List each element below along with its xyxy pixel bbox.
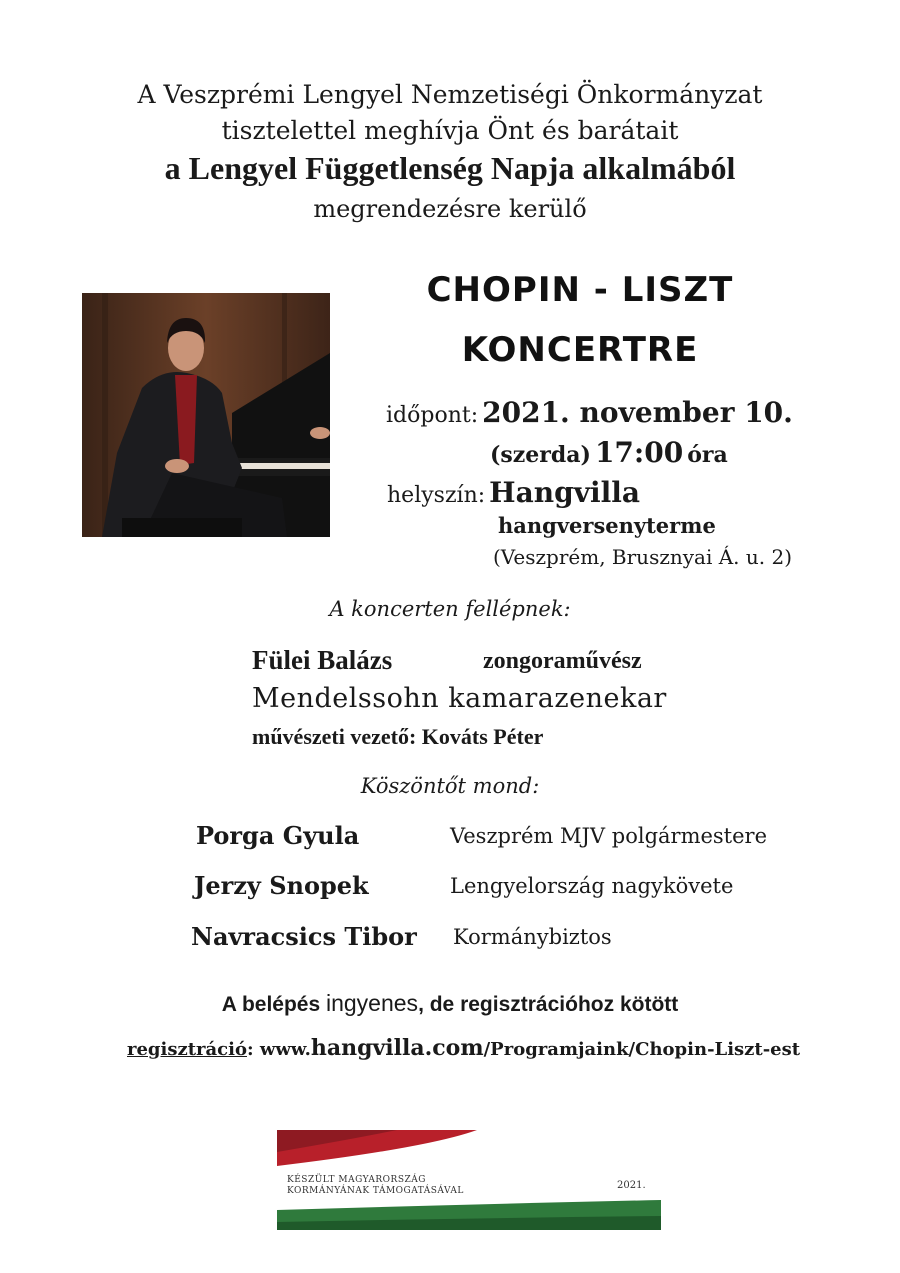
entry-free: ingyenes — [325, 990, 419, 1016]
speaker-role: Veszprém MJV polgármestere — [450, 824, 768, 848]
ensemble-name: Mendelssohn kamarazenekar — [252, 683, 667, 714]
registration-url-path[interactable]: /Programjaink/Chopin-Liszt-est — [483, 1039, 801, 1060]
performers-heading: A koncerten fellépnek: — [329, 597, 571, 621]
banner-caption — [287, 1175, 464, 1197]
pianist-role: zongoraművész — [483, 648, 642, 674]
speaker-name: Porga Gyula — [196, 821, 360, 850]
venue-name: Hangvilla — [489, 476, 641, 509]
speaker-role: Kormánybiztos — [453, 925, 612, 949]
pianist-photo — [82, 293, 330, 537]
event-day: (szerda) — [490, 442, 591, 468]
entry-part1: A belépés — [221, 993, 326, 1016]
speaker-name: Navracsics Tibor — [191, 922, 417, 951]
registration-url-domain[interactable]: hangvilla.com — [310, 1035, 484, 1061]
venue-sub: hangversenyterme — [498, 513, 716, 538]
intro-occasion: a Lengyel Függetlenség Napja alkalmából — [164, 150, 736, 186]
registration-line — [127, 1035, 800, 1061]
banner-line1: KÉSZÜLT MAGYARORSZÁG — [287, 1175, 426, 1185]
event-time-unit: óra — [687, 442, 728, 468]
banner-year: 2021. — [617, 1180, 646, 1191]
event-date: 2021. november 10. — [482, 396, 793, 429]
speaker-name: Jerzy Snopek — [194, 871, 369, 900]
registration-colon: : — [246, 1039, 260, 1060]
date-row — [386, 396, 793, 429]
entry-notice — [0, 990, 900, 1017]
intro-invitation: tisztelettel meghívja Önt és barátait — [221, 116, 679, 145]
time-row — [490, 436, 728, 469]
intro-subtitle: megrendezésre kerülő — [313, 195, 587, 223]
registration-url-prefix[interactable]: www. — [259, 1039, 311, 1060]
intro-organizer: A Veszprémi Lengyel Nemzetiségi Önkormányzat — [137, 80, 763, 109]
concert-title-line1: CHOPIN - LISZT — [426, 270, 734, 310]
speaker-role: Lengyelország nagykövete — [450, 874, 734, 898]
place-label: helyszín: — [387, 483, 486, 508]
time-label: időpont: — [386, 403, 479, 428]
director-line: művészeti vezető: Kováts Péter — [252, 724, 544, 749]
registration-label: regisztráció — [127, 1039, 247, 1060]
venue-address: (Veszprém, Brusznyai Á. u. 2) — [493, 545, 793, 569]
greetings-heading: Köszöntőt mond: — [360, 774, 540, 798]
government-support-banner — [277, 1130, 661, 1230]
entry-part3: , de regisztrációhoz kötött — [418, 993, 679, 1016]
pianist-name: Fülei Balázs — [252, 645, 393, 675]
concert-title-line2: KONCERTRE — [461, 330, 699, 370]
venue-row — [387, 476, 640, 509]
banner-line2: KORMÁNYÁNAK TÁMOGATÁSÁVAL — [287, 1186, 464, 1196]
event-time: 17:00 — [594, 436, 684, 469]
